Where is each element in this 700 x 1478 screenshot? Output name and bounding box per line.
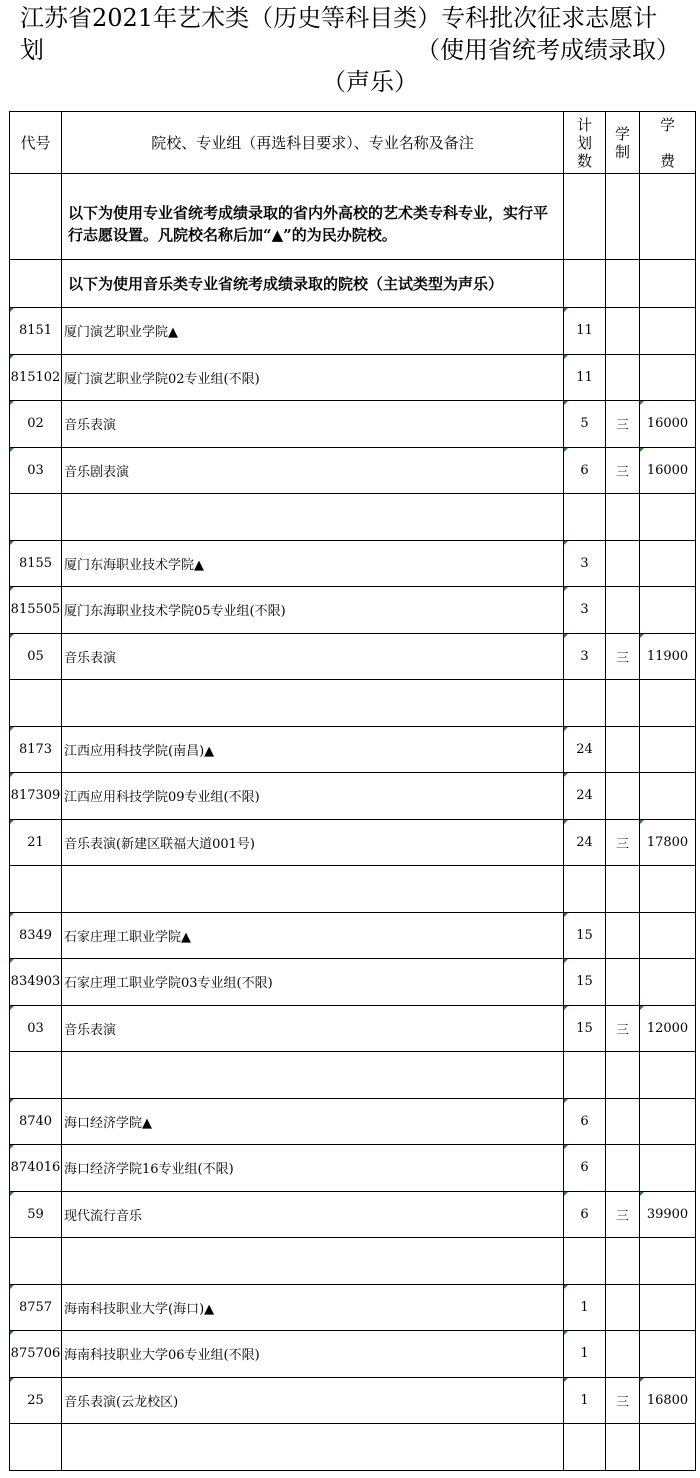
row-fee bbox=[640, 866, 696, 913]
header-fee: 学 费 bbox=[640, 112, 696, 174]
row-code: 02 bbox=[10, 401, 62, 448]
table-row bbox=[10, 1191, 696, 1238]
row-plan: 5 bbox=[564, 401, 606, 448]
row-plan: 24 bbox=[564, 726, 606, 773]
row-years bbox=[606, 1238, 640, 1285]
row-name bbox=[62, 1238, 564, 1285]
table-row bbox=[10, 680, 696, 727]
row-plan bbox=[564, 1238, 606, 1285]
row-name: 海南科技职业大学(海口)▲ bbox=[62, 1284, 564, 1331]
row-plan: 6 bbox=[564, 1191, 606, 1238]
row-name: 江西应用科技学院09专业组(不限) bbox=[62, 773, 564, 820]
row-fee: 16000 bbox=[640, 401, 696, 448]
row-years bbox=[606, 1098, 640, 1145]
row-code: 875706 bbox=[10, 1331, 62, 1378]
row-name bbox=[62, 1424, 564, 1471]
row-code: 817309 bbox=[10, 773, 62, 820]
row-fee bbox=[640, 959, 696, 1006]
row-code bbox=[10, 1052, 62, 1099]
table-row bbox=[10, 1098, 696, 1145]
row-years bbox=[606, 773, 640, 820]
row-name: 海口经济学院16专业组(不限) bbox=[62, 1145, 564, 1192]
row-name: 海南科技职业大学06专业组(不限) bbox=[62, 1331, 564, 1378]
row-plan: 15 bbox=[564, 912, 606, 959]
row-name: 音乐表演(云龙校区) bbox=[62, 1377, 564, 1424]
row-name: 音乐表演(新建区联福大道001号) bbox=[62, 819, 564, 866]
title-line-2 bbox=[20, 34, 680, 66]
table-row bbox=[10, 401, 696, 448]
row-fee bbox=[640, 308, 696, 355]
row-code bbox=[10, 680, 62, 727]
table-row bbox=[10, 308, 696, 355]
row-fee bbox=[640, 1098, 696, 1145]
row-name: 石家庄理工职业学院▲ bbox=[62, 912, 564, 959]
row-fee: 11900 bbox=[640, 633, 696, 680]
row-fee bbox=[640, 1424, 696, 1471]
row-years: 三 bbox=[606, 1005, 640, 1052]
row-code: 8173 bbox=[10, 726, 62, 773]
row-plan bbox=[564, 866, 606, 913]
row-code bbox=[10, 1424, 62, 1471]
row-plan: 24 bbox=[564, 819, 606, 866]
header-plan: 计 划 数 bbox=[564, 112, 606, 174]
row-years: 三 bbox=[606, 1377, 640, 1424]
plan-table bbox=[9, 111, 696, 1471]
table-row bbox=[10, 1331, 696, 1378]
title-line-3: （声乐） bbox=[322, 68, 418, 96]
table-row bbox=[10, 1005, 696, 1052]
row-name bbox=[62, 1052, 564, 1099]
row-plan: 6 bbox=[564, 447, 606, 494]
note-row bbox=[10, 174, 696, 260]
row-plan: 3 bbox=[564, 587, 606, 634]
row-name bbox=[62, 494, 564, 541]
row-years bbox=[606, 1145, 640, 1192]
row-code: 25 bbox=[10, 1377, 62, 1424]
table-row bbox=[10, 1424, 696, 1471]
row-years: 三 bbox=[606, 401, 640, 448]
row-fee: 39900 bbox=[640, 1191, 696, 1238]
row-years bbox=[606, 1284, 640, 1331]
row-code: 8155 bbox=[10, 540, 62, 587]
row-years bbox=[606, 587, 640, 634]
row-name: 厦门演艺职业学院▲ bbox=[62, 308, 564, 355]
table-row bbox=[10, 1052, 696, 1099]
note-text: 以下为使用专业省统考成绩录取的省内外高校的艺术类专科专业，实行平行志愿设置。凡院校名称后加“▲”的为民办院校。 bbox=[62, 174, 564, 260]
table-row bbox=[10, 540, 696, 587]
row-plan bbox=[564, 494, 606, 541]
row-fee bbox=[640, 494, 696, 541]
row-plan bbox=[564, 680, 606, 727]
row-code: 8349 bbox=[10, 912, 62, 959]
row-years bbox=[606, 308, 640, 355]
table-row bbox=[10, 959, 696, 1006]
header-years: 学 制 bbox=[606, 112, 640, 174]
row-fee bbox=[640, 726, 696, 773]
row-code bbox=[10, 494, 62, 541]
row-name: 音乐表演 bbox=[62, 633, 564, 680]
row-code: 834903 bbox=[10, 959, 62, 1006]
row-plan: 3 bbox=[564, 633, 606, 680]
row-fee bbox=[640, 1331, 696, 1378]
row-years bbox=[606, 1052, 640, 1099]
table-row bbox=[10, 773, 696, 820]
row-plan: 6 bbox=[564, 1098, 606, 1145]
row-fee bbox=[640, 912, 696, 959]
table-row bbox=[10, 1145, 696, 1192]
row-years bbox=[606, 354, 640, 401]
row-code: 05 bbox=[10, 633, 62, 680]
row-plan: 1 bbox=[564, 1284, 606, 1331]
row-plan: 15 bbox=[564, 959, 606, 1006]
row-fee bbox=[640, 773, 696, 820]
row-fee bbox=[640, 587, 696, 634]
row-name bbox=[62, 866, 564, 913]
row-years: 三 bbox=[606, 819, 640, 866]
table-row bbox=[10, 633, 696, 680]
row-fee bbox=[640, 354, 696, 401]
row-years bbox=[606, 680, 640, 727]
row-years: 三 bbox=[606, 1191, 640, 1238]
row-name: 音乐表演 bbox=[62, 401, 564, 448]
row-years: 三 bbox=[606, 633, 640, 680]
title-line-2b: （使用省统考成绩录取） bbox=[416, 36, 680, 64]
row-plan bbox=[564, 1424, 606, 1471]
table-row bbox=[10, 1284, 696, 1331]
table-row bbox=[10, 726, 696, 773]
row-years bbox=[606, 726, 640, 773]
table-row bbox=[10, 866, 696, 913]
row-name: 音乐表演 bbox=[62, 1005, 564, 1052]
row-plan: 1 bbox=[564, 1377, 606, 1424]
table-row bbox=[10, 819, 696, 866]
note-row bbox=[10, 260, 696, 308]
row-code: 874016 bbox=[10, 1145, 62, 1192]
row-code: 59 bbox=[10, 1191, 62, 1238]
row-years: 三 bbox=[606, 447, 640, 494]
table-row bbox=[10, 587, 696, 634]
row-plan bbox=[564, 1052, 606, 1099]
table-row bbox=[10, 354, 696, 401]
row-plan: 15 bbox=[564, 1005, 606, 1052]
row-fee bbox=[640, 680, 696, 727]
row-name: 厦门东海职业技术学院▲ bbox=[62, 540, 564, 587]
header-name: 院校、专业组（再选科目要求）、专业名称及备注 bbox=[62, 112, 564, 174]
row-fee bbox=[640, 540, 696, 587]
row-plan: 6 bbox=[564, 1145, 606, 1192]
row-name: 江西应用科技学院(南昌)▲ bbox=[62, 726, 564, 773]
row-fee bbox=[640, 1052, 696, 1099]
row-fee: 12000 bbox=[640, 1005, 696, 1052]
table-row bbox=[10, 447, 696, 494]
row-fee: 16800 bbox=[640, 1377, 696, 1424]
header-code: 代号 bbox=[10, 112, 62, 174]
row-years bbox=[606, 494, 640, 541]
row-code bbox=[10, 866, 62, 913]
row-years bbox=[606, 912, 640, 959]
row-fee: 17800 bbox=[640, 819, 696, 866]
row-code: 8151 bbox=[10, 308, 62, 355]
table-row bbox=[10, 494, 696, 541]
row-code: 21 bbox=[10, 819, 62, 866]
row-name: 厦门演艺职业学院02专业组(不限) bbox=[62, 354, 564, 401]
row-fee: 16000 bbox=[640, 447, 696, 494]
row-plan: 24 bbox=[564, 773, 606, 820]
row-years bbox=[606, 959, 640, 1006]
table-row bbox=[10, 912, 696, 959]
row-name: 现代流行音乐 bbox=[62, 1191, 564, 1238]
row-fee bbox=[640, 1238, 696, 1285]
row-years bbox=[606, 1331, 640, 1378]
row-code: 03 bbox=[10, 447, 62, 494]
row-name: 厦门东海职业技术学院05专业组(不限) bbox=[62, 587, 564, 634]
table-row bbox=[10, 1238, 696, 1285]
table-header bbox=[10, 112, 696, 174]
row-plan: 11 bbox=[564, 354, 606, 401]
row-name: 石家庄理工职业学院03专业组(不限) bbox=[62, 959, 564, 1006]
note-text: 以下为使用音乐类专业省统考成绩录取的院校（主试类型为声乐） bbox=[62, 260, 564, 308]
title-line-1: 江苏省2021年艺术类（历史等科目类）专科批次征求志愿计 bbox=[20, 4, 658, 32]
row-years bbox=[606, 1424, 640, 1471]
row-code: 815505 bbox=[10, 587, 62, 634]
row-plan: 1 bbox=[564, 1331, 606, 1378]
row-code bbox=[10, 1238, 62, 1285]
row-years bbox=[606, 540, 640, 587]
row-name: 音乐剧表演 bbox=[62, 447, 564, 494]
row-plan: 11 bbox=[564, 308, 606, 355]
document-title bbox=[20, 2, 680, 98]
row-name: 海口经济学院▲ bbox=[62, 1098, 564, 1145]
row-code: 8757 bbox=[10, 1284, 62, 1331]
table-row bbox=[10, 1377, 696, 1424]
row-code: 8740 bbox=[10, 1098, 62, 1145]
row-fee bbox=[640, 1145, 696, 1192]
row-plan: 3 bbox=[564, 540, 606, 587]
row-years bbox=[606, 866, 640, 913]
title-line-2a: 划 bbox=[20, 36, 44, 64]
row-name bbox=[62, 680, 564, 727]
row-fee bbox=[640, 1284, 696, 1331]
row-code: 03 bbox=[10, 1005, 62, 1052]
row-code: 815102 bbox=[10, 354, 62, 401]
